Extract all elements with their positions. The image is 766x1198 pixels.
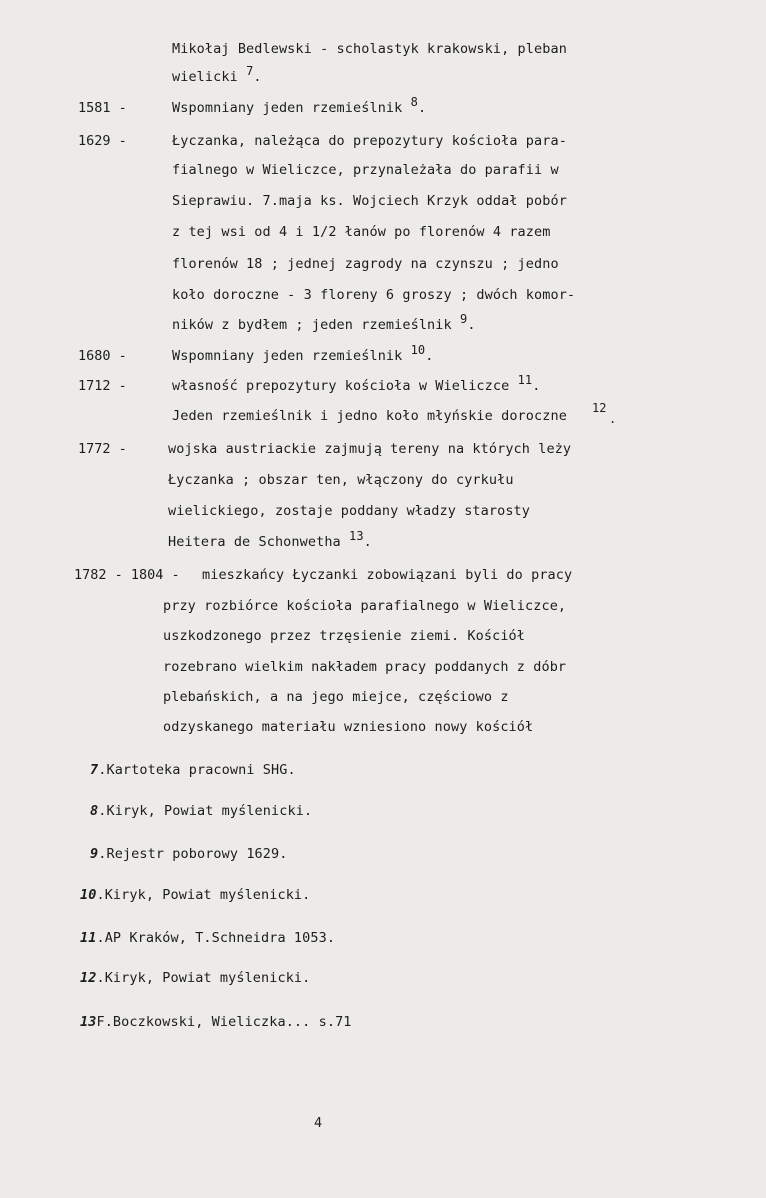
footnote-number: 10 [80,887,97,903]
entry-line: wielicki $^7$. [172,64,262,85]
entry-year: 1782 - 1804 - [74,567,180,583]
footnote-ref: 9 [459,312,468,326]
footnote-number: 9 [90,846,99,862]
entry-line: Jeden rzemieślnik i jedno koło młyńskie doroczne [172,408,567,424]
entry-line: rozebrano wielkim nakładem pracy poddanych z dóbr [163,659,567,675]
entry-line: koło doroczne - 3 floreny 6 groszy ; dwóch komor- [172,287,576,303]
entry-line: uszkodzonego przez trzęsienie ziemi. Kościół [163,628,526,644]
footnote: 11.AP Kraków, T.Schneidra 1053. [80,930,336,946]
footnote-ref: 12 [592,401,607,415]
footnote-ref: 13 [349,529,364,543]
footnote-ref: 8 [410,95,418,109]
footnote: 7.Kartoteka pracowni SHG. [90,762,296,778]
entry-line: plebańskich, a na jego miejce, częściowo z [163,689,509,705]
footnote: 9.Rejestr poborowy 1629. [90,846,288,862]
footnote: 13F.Boczkowski, Wieliczka... s.71 [80,1014,352,1030]
entry-year: 1772 - [78,441,127,457]
entry-line: Heitera de Schonwetha $^{13}$. [168,529,372,550]
footnote-ref-tail: . [609,412,617,426]
entry-line: ników z bydłem ; jeden rzemieślnik $^9$. [172,312,476,333]
entry-line: odzyskanego materiału wzniesiono nowy kościół [163,719,534,735]
entry-year: 1712 - [78,378,127,394]
entry-line: przy rozbiórce kościoła parafialnego w Wieliczce, [163,598,567,614]
footnote: 12.Kiryk, Powiat myślenicki. [80,970,311,986]
entry-line: z tej wsi od 4 i 1/2 łanów po florenów 4 razem [172,224,551,240]
footnote-number: 8 [90,803,99,819]
footnote-ref: 10 [410,343,426,357]
entry-line: wojska austriackie zajmują tereny na których leży [168,441,572,457]
entry-line: Łyczanka, należąca do prepozytury kościoła para- [172,133,567,149]
footnote-number: 12 [80,970,97,986]
entry-line: własność prepozytury kościoła w Wieliczce $^{11}$. [172,373,541,394]
entry-line: Wspomniany jeden rzemieślnik $^{10}$. [172,343,434,364]
entry-year: 1629 - [78,133,127,149]
entry-line: florenów 18 ; jednej zagrody na czynszu ; jedno [172,256,559,272]
footnote-number: 7 [90,762,99,778]
footnote: 10.Kiryk, Powiat myślenicki. [80,887,311,903]
entry-year: 1581 - [78,100,127,116]
entry-line: Mikołaj Bedlewski - scholastyk krakowski, pleban [172,41,567,57]
entry-line: Sieprawiu. 7.maja ks. Wojciech Krzyk oddał pobór [172,193,567,209]
entry-line: Wspomniany jeden rzemieślnik $^8$. [172,95,427,116]
page-number: 4 [314,1115,323,1131]
footnote-number: 11 [80,930,97,946]
footnote-ref: 7 [246,64,254,78]
entry-line: fialnego w Wieliczce, przynależała do parafii w [172,162,559,178]
entry-line: mieszkańcy Łyczanki zobowiązani byli do pracy [202,567,573,583]
entry-year: 1680 - [78,348,127,364]
footnote-number: 13 [80,1014,97,1030]
entry-line: Łyczanka ; obszar ten, włączony do cyrkułu [168,472,514,488]
footnote: 8.Kiryk, Powiat myślenicki. [90,803,313,819]
entry-line: wielickiego, zostaje poddany władzy starosty [168,503,531,519]
footnote-ref: 11 [517,373,533,387]
